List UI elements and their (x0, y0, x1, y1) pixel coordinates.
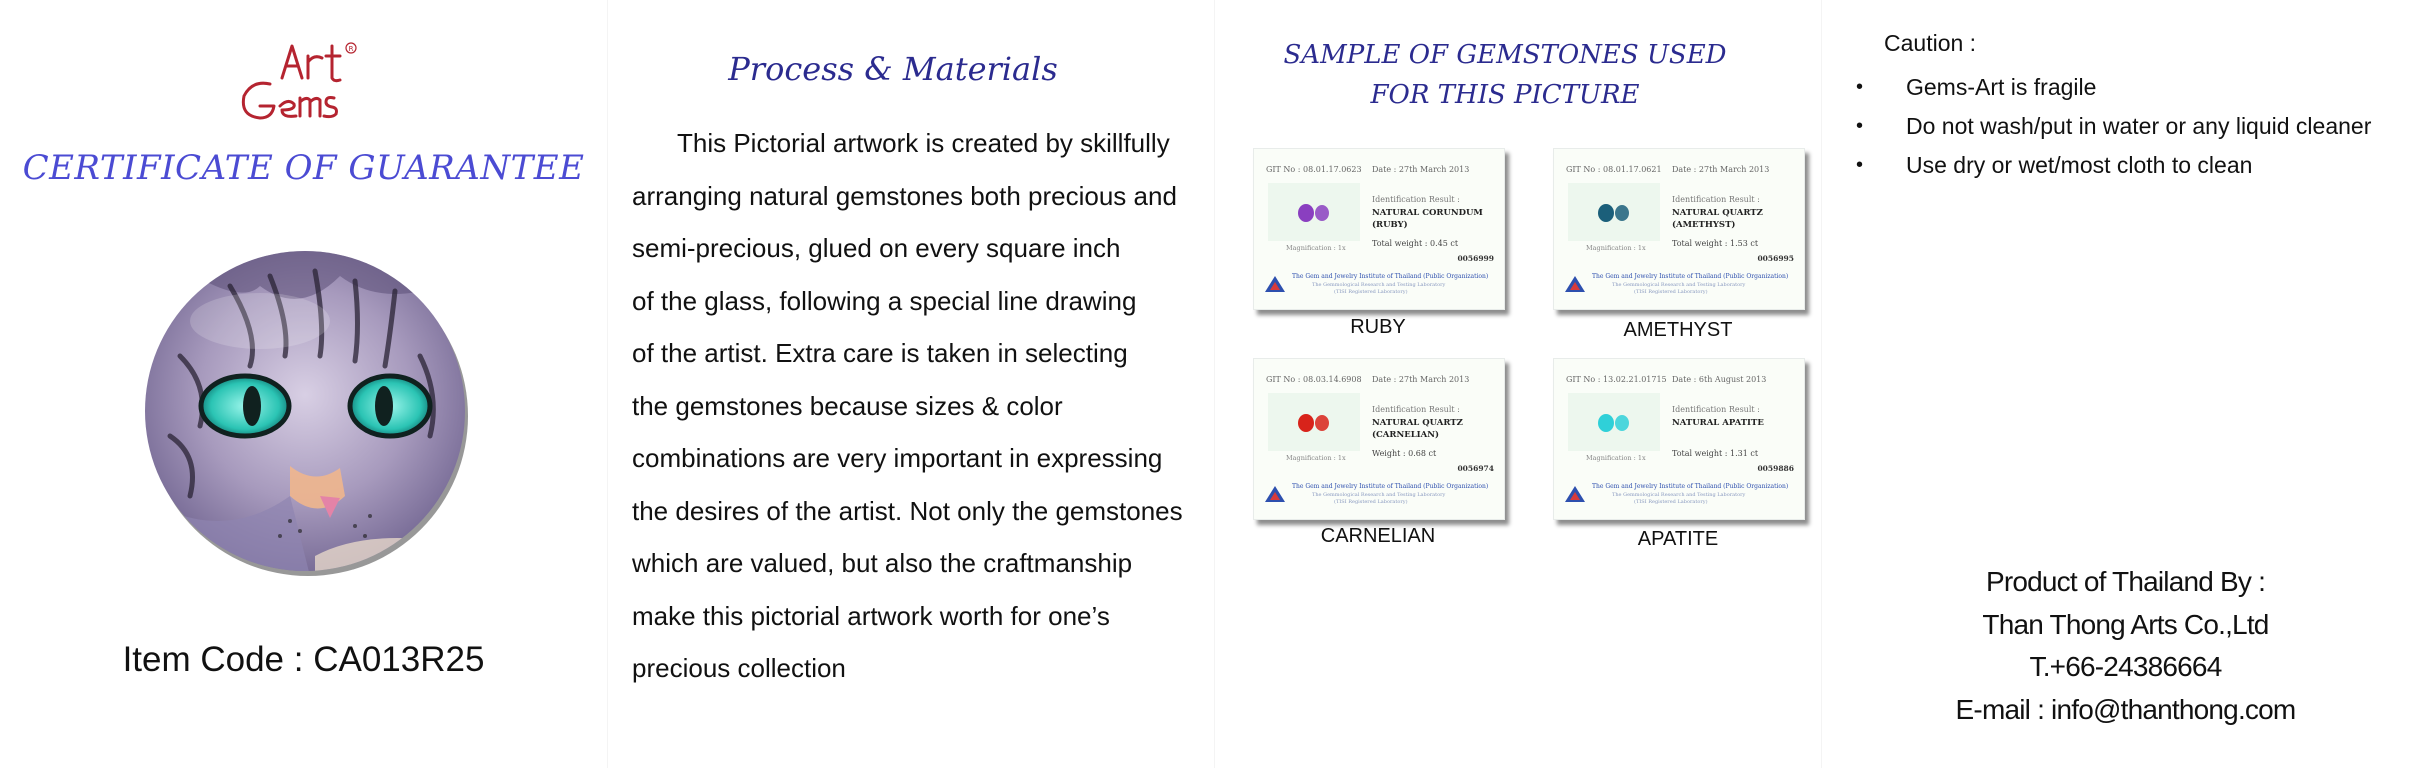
caution-item: • Gems-Art is fragile (1856, 68, 2371, 107)
magnification: Magnification : 1x (1586, 244, 1646, 252)
caution-item: • Do not wash/put in water or any liquid cleaner (1856, 107, 2371, 146)
gem-weight: Total weight : 0.45 ct (1372, 239, 1459, 248)
company-email: E-mail : info@thanthong.com (1955, 693, 2296, 725)
process-line: which are valued, but also the craftmanship (632, 548, 1133, 578)
process-line: the gemstones because sizes & color (632, 390, 1063, 421)
caution-list (1856, 68, 2371, 185)
serial-number: 0059886 (1757, 464, 1794, 473)
art-gems-logo-icon (230, 40, 365, 122)
git-number: GIT No : 08.01.17.0621 (1566, 165, 1662, 174)
institute-registration: (TISI Registered Laboratory) (1334, 499, 1408, 505)
company-phone: T.+66-24386664 (2029, 651, 2222, 682)
serial-number: 0056995 (1757, 254, 1794, 263)
gem-photo (1568, 393, 1660, 451)
certificate-date: Date : 6th August 2013 (1672, 375, 1767, 384)
gemstone-icon (1568, 393, 1660, 451)
gem-certificate-card (1553, 358, 1805, 520)
certificate-date: Date : 27th March 2013 (1672, 165, 1770, 174)
process-line: make this pictorial artwork worth for one’s (632, 600, 1110, 631)
institute-footer (1254, 477, 1504, 517)
product-info (1822, 561, 2428, 731)
process-line: semi-precious, glued on every square inch (632, 233, 1121, 263)
identification-result: Identification Result : (1372, 405, 1460, 414)
institute-footer (1554, 267, 1804, 307)
gem-variety: (CARNELIAN) (1372, 430, 1440, 440)
institute-name: The Gem and Jewelry Institute of Thailand (Public Organization) (1292, 483, 1489, 490)
process-line: the desires of the artist. Not only the gemstones (632, 495, 1183, 526)
gemstone-icon (1568, 183, 1660, 241)
gemstone-icon (1268, 393, 1360, 451)
institute-footer (1254, 267, 1504, 307)
svg-text:R: R (348, 45, 354, 53)
institute-name: The Gem and Jewelry Institute of Thailand (Public Organization) (1592, 483, 1789, 490)
gem-weight: Weight : 0.68 ct (1372, 449, 1437, 458)
process-line: arranging natural gemstones both precious and (632, 180, 1177, 211)
process-line: of the glass, following a special line drawing (632, 285, 1137, 316)
product-origin: Product of Thailand By : (1985, 566, 2266, 597)
certificate-date: Date : 27th March 2013 (1372, 165, 1470, 174)
institute-footer (1554, 477, 1804, 517)
certificate-date: Date : 27th March 2013 (1372, 375, 1470, 384)
gem-species: NATURAL QUARTZ (1372, 418, 1463, 428)
institute-name: The Gem and Jewelry Institute of Thailand (Public Organization) (1292, 273, 1489, 280)
institute-lab: The Gemmological Research and Testing Laboratory (1612, 282, 1746, 288)
git-logo-icon (1564, 275, 1586, 293)
institute-registration: (TISI Registered Laboratory) (1334, 289, 1408, 295)
process-line: of the artist. Extra care is taken in selecting (632, 338, 1128, 368)
git-number: GIT No : 13.02.21.01715 (1566, 375, 1667, 384)
process-line: combinations are very important in expressing (632, 443, 1163, 473)
item-code: Item Code : CA013R25 (122, 640, 485, 679)
process-line: This Pictorial artwork is created by skillfully (677, 128, 1170, 158)
identification-result: Identification Result : (1672, 195, 1760, 204)
serial-number: 0056999 (1457, 254, 1494, 263)
institute-lab: The Gemmological Research and Testing Laboratory (1312, 492, 1446, 498)
git-logo-icon (1264, 275, 1286, 293)
serial-number: 0056974 (1457, 464, 1494, 473)
gem-weight: Total weight : 1.53 ct (1672, 239, 1759, 248)
gem-weight: Total weight : 1.31 ct (1672, 449, 1759, 458)
gem-variety: (AMETHYST) (1672, 220, 1736, 230)
company-name: Than Thong Arts Co.,Ltd (1982, 608, 2269, 640)
institute-registration: (TISI Registered Laboratory) (1634, 289, 1708, 295)
magnification: Magnification : 1x (1286, 454, 1346, 462)
identification-result: Identification Result : (1672, 405, 1760, 414)
gem-species: NATURAL CORUNDUM (1372, 208, 1483, 218)
process-materials-text (632, 117, 1212, 695)
gem-identification (1672, 207, 1800, 231)
git-logo-icon (1264, 485, 1286, 503)
caution-title: Caution : (1884, 30, 1977, 56)
certificate-title: CERTIFICATE OF GUARANTEE (22, 148, 585, 188)
caution-item: • Use dry or wet/most cloth to clean (1856, 146, 2371, 185)
gem-certificate-card (1253, 358, 1505, 520)
gem-photo (1268, 183, 1360, 241)
magnification: Magnification : 1x (1586, 454, 1646, 462)
magnification: Magnification : 1x (1286, 244, 1346, 252)
gem-certificate-card (1553, 148, 1805, 310)
gem-identification (1672, 417, 1800, 429)
institute-lab: The Gemmological Research and Testing Laboratory (1312, 282, 1446, 288)
gemstone-icon (1268, 183, 1360, 241)
gem-identification (1372, 207, 1500, 231)
process-materials-title: Process & Materials (728, 50, 1058, 88)
gem-label: RUBY (1350, 316, 1406, 338)
gem-photo (1268, 393, 1360, 451)
gem-certificate-card (1253, 148, 1505, 310)
caution-panel (1821, 0, 2428, 768)
gem-label: CARNELIAN (1320, 525, 1436, 547)
samples-title (1215, 35, 1795, 115)
gem-species: NATURAL APATITE (1672, 418, 1764, 428)
samples-title-line: FOR THIS PICTURE (1370, 80, 1640, 110)
process-line: precious collection (632, 653, 846, 683)
git-number: GIT No : 08.03.14.6908 (1266, 375, 1362, 384)
institute-registration: (TISI Registered Laboratory) (1634, 499, 1708, 505)
gem-species: NATURAL QUARTZ (1672, 208, 1763, 218)
certificate-panel (0, 0, 607, 768)
gem-label: APATITE (1637, 528, 1719, 550)
gemstone-samples-panel (1214, 0, 1822, 768)
process-materials-panel (607, 0, 1215, 768)
gem-photo (1568, 183, 1660, 241)
institute-lab: The Gemmological Research and Testing Laboratory (1612, 492, 1746, 498)
git-number: GIT No : 08.01.17.0623 (1266, 165, 1362, 174)
gem-identification (1372, 417, 1500, 441)
git-logo-icon (1564, 485, 1586, 503)
institute-name: The Gem and Jewelry Institute of Thailand (Public Organization) (1592, 273, 1789, 280)
gem-label: AMETHYST (1623, 319, 1733, 341)
identification-result: Identification Result : (1372, 195, 1460, 204)
samples-title-line: SAMPLE OF GEMSTONES USED (1283, 40, 1727, 70)
cat-gemstone-artwork-icon (140, 246, 470, 576)
gem-variety: (RUBY) (1372, 220, 1408, 230)
